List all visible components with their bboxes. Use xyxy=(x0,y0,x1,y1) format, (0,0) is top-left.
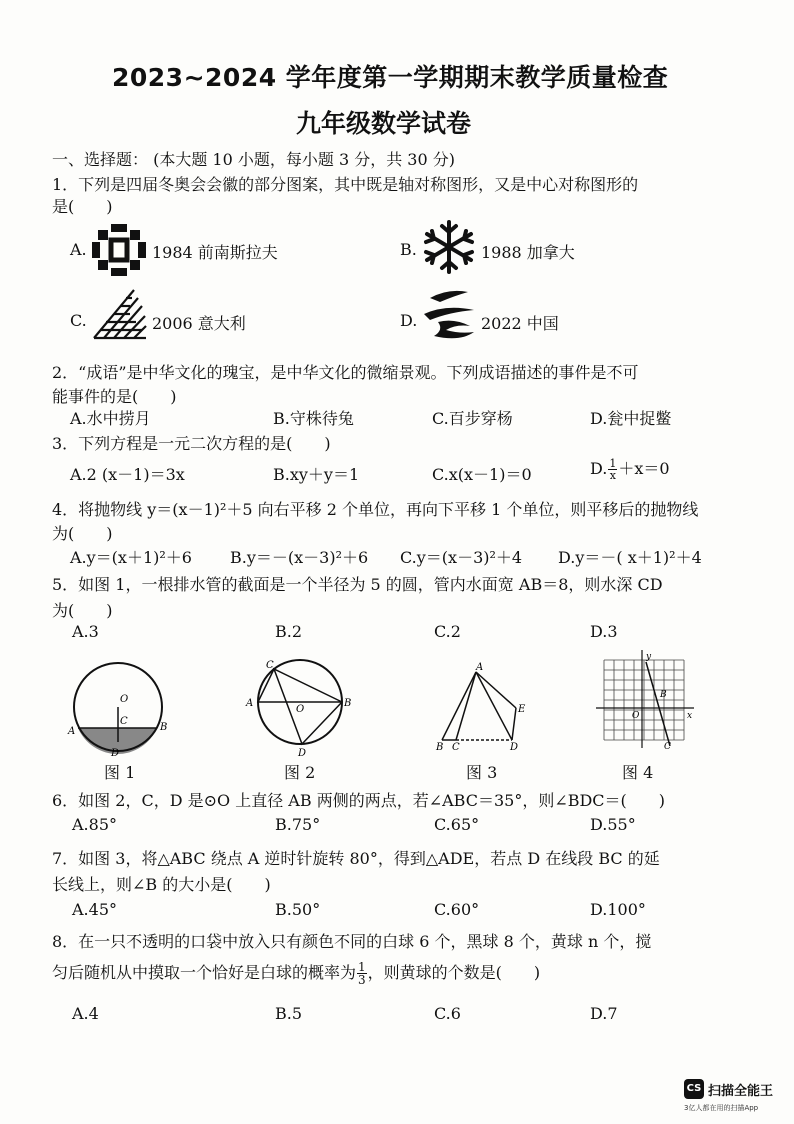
q5-stem-line1: 5．如图 1，一根排水管的截面是一个半径为 5 的圆，管内水面宽 AB＝8，则水深 CD xyxy=(52,575,663,594)
q6-option-c: C.65° xyxy=(434,815,480,834)
beijing-dong-logo-icon xyxy=(420,286,478,344)
q1-option-a-label: A. xyxy=(70,240,87,259)
camscanner-logo-icon: CS xyxy=(684,1079,704,1099)
fig3-label-e: E xyxy=(518,704,526,715)
q1-stem-line1: 1．下列是四届冬奥会会徽的部分图案，其中既是轴对称图形，又是中心对称图形的 xyxy=(52,175,639,194)
fig4-label-x: x xyxy=(687,711,693,721)
figure-1-pipe-diagram xyxy=(68,660,168,760)
figure-4-grid-diagram xyxy=(594,650,698,752)
q8-option-d: D.7 xyxy=(590,1004,618,1023)
q2-option-d: D.瓮中捉鳖 xyxy=(590,409,672,428)
q7-option-a: A.45° xyxy=(72,900,117,919)
fig1-label-a: A xyxy=(68,726,76,737)
q1-option-b-label: B. xyxy=(400,240,417,259)
figure-1-caption: 图 1 xyxy=(104,763,136,782)
q7-option-d: D.100° xyxy=(590,900,646,919)
q5-option-a: A.3 xyxy=(72,622,99,641)
q2-option-a: A.水中捞月 xyxy=(70,409,151,428)
q8-option-b: B.5 xyxy=(275,1004,303,1023)
q4-stem-line2: 为( ) xyxy=(52,524,113,543)
fig4-label-c: C xyxy=(664,742,671,752)
fig3-label-b: B xyxy=(436,742,444,753)
q4-option-d: D.y＝－( x＋1)²＋4 xyxy=(558,548,702,567)
q8-option-c: C.6 xyxy=(434,1004,461,1023)
fig3-label-c: C xyxy=(452,742,460,753)
q5-option-b: B.2 xyxy=(275,622,303,641)
q5-stem-line2: 为( ) xyxy=(52,601,113,620)
q4-option-a: A.y＝(x＋1)²＋6 xyxy=(70,548,192,567)
q3-option-a: A.2 (x－1)＝3x xyxy=(70,465,185,484)
q1-option-b-text: 1988 加拿大 xyxy=(481,243,575,262)
section-heading: 一、选择题： (本大题 10 小题，每小题 3 分，共 30 分) xyxy=(52,150,455,169)
fig2-label-c: C xyxy=(266,660,274,671)
calgary-snowflake-logo-icon xyxy=(420,218,478,276)
figure-4-caption: 图 4 xyxy=(622,763,654,782)
fig2-label-o: O xyxy=(296,704,305,715)
q8-option-a: A.4 xyxy=(72,1004,99,1023)
q5-option-c: C.2 xyxy=(434,622,461,641)
q7-stem-line2: 长线上，则∠B 的大小是( ) xyxy=(52,875,271,894)
q1-option-c-text: 2006 意大利 xyxy=(152,314,246,333)
q6-option-a: A.85° xyxy=(72,815,117,834)
q4-option-c: C.y＝(x－3)²＋4 xyxy=(400,548,523,567)
q2-stem-line1: 2．“成语”是中华文化的瑰宝，是中华文化的微缩景观。下列成语描述的事件是不可 xyxy=(52,363,639,382)
q4-option-b: B.y＝－(x－3)²＋6 xyxy=(230,548,369,567)
camscanner-brand: 扫描全能王 xyxy=(708,1084,774,1099)
fig2-label-d: D xyxy=(298,748,307,759)
q6-stem: 6．如图 2，C，D 是⊙O 上直径 AB 两侧的两点，若∠ABC＝35°，则∠BDC＝( ) xyxy=(52,791,666,810)
fig3-label-a: A xyxy=(476,662,484,673)
figure-2-caption: 图 2 xyxy=(284,763,316,782)
fig1-label-d: D xyxy=(111,748,120,759)
figure-3-rotation-diagram xyxy=(434,664,534,752)
fig2-label-b: B xyxy=(344,698,352,709)
torino-net-logo-icon xyxy=(90,286,148,342)
figure-2-circle-diagram xyxy=(244,658,354,758)
fig4-label-y: y xyxy=(646,652,652,662)
exam-subtitle: 九年级数学试卷 xyxy=(296,109,472,138)
fig3-label-d: D xyxy=(510,742,519,753)
q8-stem-line1: 8．在一只不透明的口袋中放入只有颜色不同的白球 6 个，黑球 8 个，黄球 n 个，搅 xyxy=(52,932,652,951)
q3-option-d: D. $\frac{1}{x}$ ＋x＝0 xyxy=(590,457,670,482)
q1-stem-line2: 是( ) xyxy=(52,197,113,216)
q2-option-b: B.守株待兔 xyxy=(273,409,354,428)
q6-option-d: D.55° xyxy=(590,815,636,834)
q1-option-d-label: D. xyxy=(400,311,418,330)
q7-option-b: B.50° xyxy=(275,900,321,919)
q1-option-c-label: C. xyxy=(70,311,87,330)
q7-stem-line1: 7．如图 3，将△ABC 绕点 A 逆时针旋转 80°，得到△ADE，若点 D 在线段 BC 的延 xyxy=(52,849,660,868)
q6-option-b: B.75° xyxy=(275,815,321,834)
q2-stem-line2: 能事件的是( ) xyxy=(52,387,177,406)
q1-option-d-text: 2022 中国 xyxy=(481,314,559,333)
exam-title: 2023~2024 学年度第一学期期末教学质量检查 xyxy=(112,63,669,92)
fig2-label-a: A xyxy=(246,698,254,709)
q5-option-d: D.3 xyxy=(590,622,618,641)
camscanner-tagline: 3亿人都在用的扫描App xyxy=(684,1104,759,1112)
q4-stem-line1: 4．将抛物线 y＝(x－1)²＋5 向右平移 2 个单位，再向下平移 1 个单位，则平移后的抛物线 xyxy=(52,500,699,519)
q2-option-c: C.百步穿杨 xyxy=(432,409,513,428)
q3-option-b: B.xy＋y＝1 xyxy=(273,465,360,484)
fig4-label-b: B xyxy=(660,690,667,700)
figure-3-caption: 图 3 xyxy=(466,763,498,782)
q3-stem: 3．下列方程是一元二次方程的是( ) xyxy=(52,434,331,453)
fig1-label-c: C xyxy=(120,716,128,727)
q1-option-a-text: 1984 前南斯拉夫 xyxy=(152,243,278,262)
fig1-label-o: O xyxy=(120,694,129,705)
fig1-label-b: B xyxy=(160,722,168,733)
q8-stem-line2: 匀后随机从中摸取一个恰好是白球的概率为 $\frac{1}{3}$ ，则黄球的个数是( ) xyxy=(52,960,541,987)
q3-option-c: C.x(x－1)＝0 xyxy=(432,465,532,484)
q7-option-c: C.60° xyxy=(434,900,480,919)
fig4-label-o: O xyxy=(632,711,640,721)
sarajevo-logo-icon xyxy=(90,222,148,278)
